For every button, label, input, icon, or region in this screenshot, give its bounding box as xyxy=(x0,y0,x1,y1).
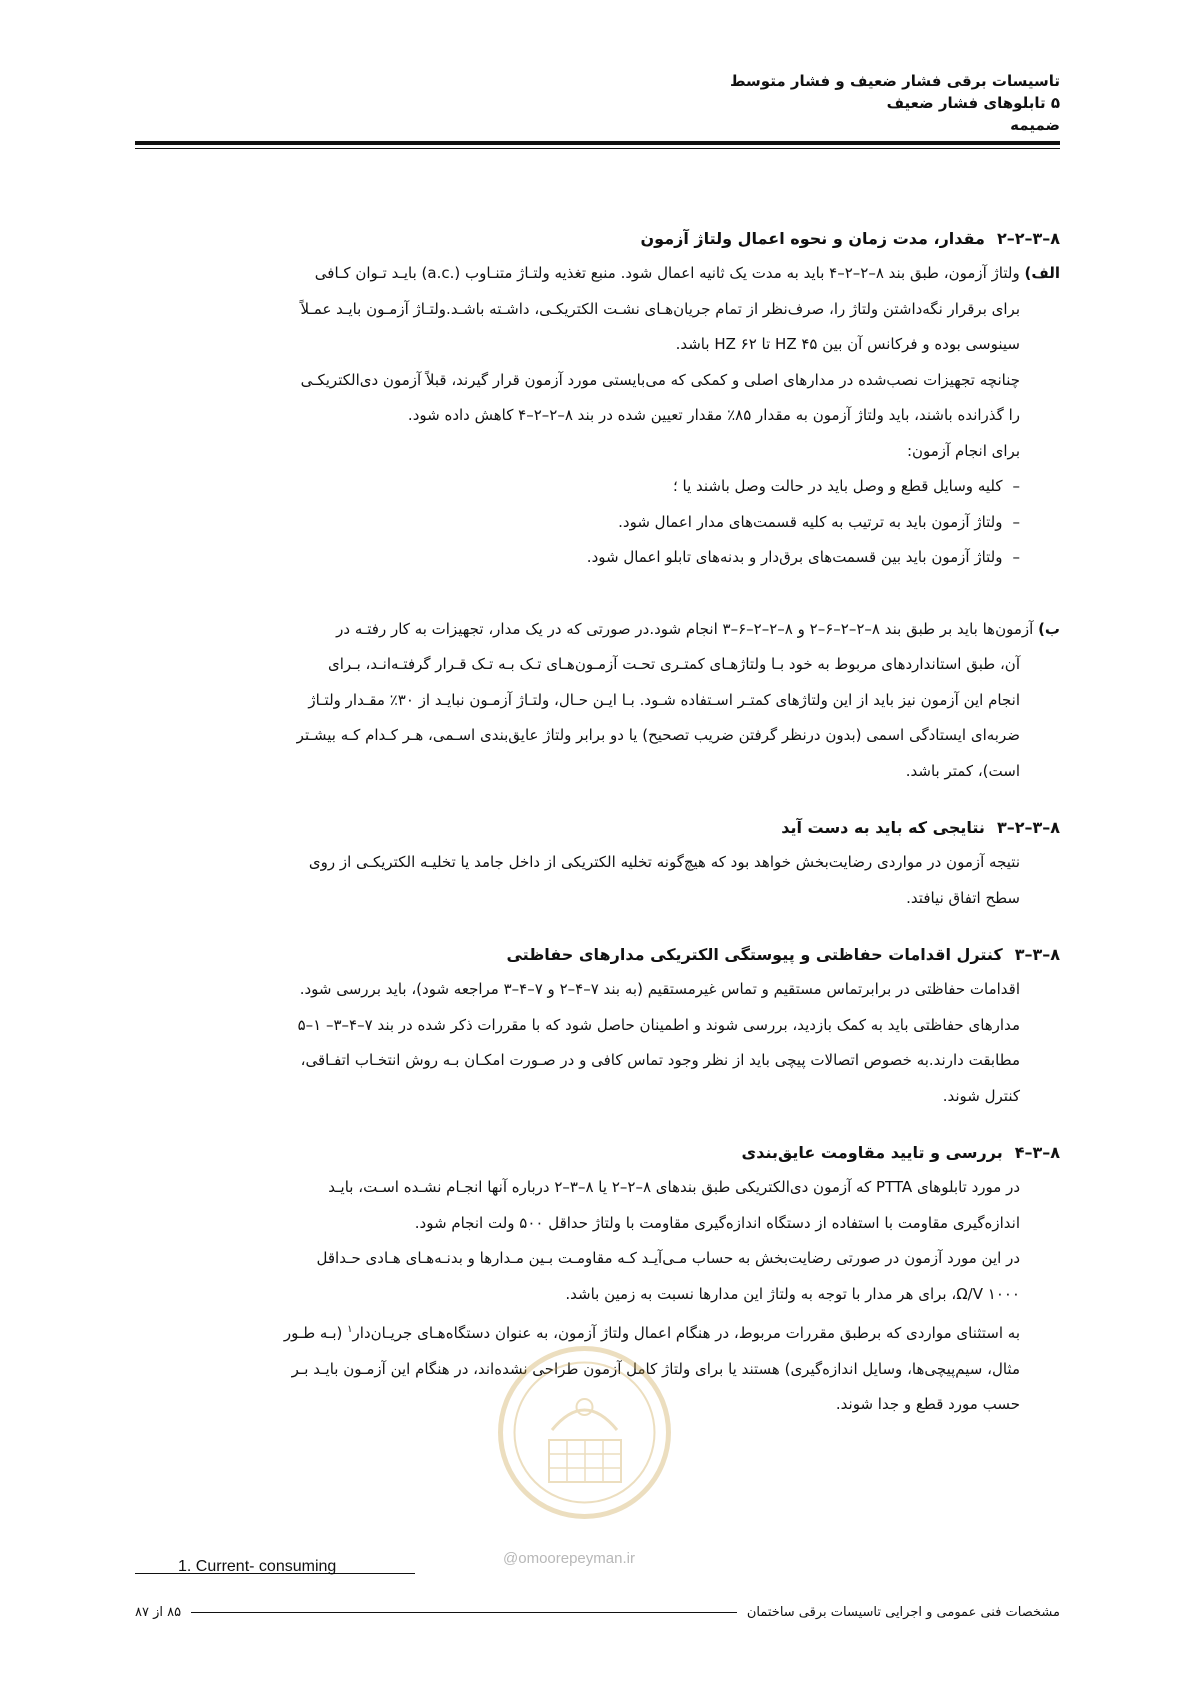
text-line: مطابقت دارند.به خصوص اتصالات پیچی باید از نظر وجود تماس کافی و در صـورت امکـان بـه روش انتخـاب اتفـاقی، xyxy=(300,1051,1020,1069)
header-line-3: ضمیمه xyxy=(1010,116,1060,134)
text-line: انجام این آزمون نیز باید از این ولتاژهای کمتـر اسـتفاده شـود. بـا ایـن حـال، ولتـاژ آزمـون نبایـد از ۳۰٪ مقـدار ولتـاژ xyxy=(308,690,1020,709)
text-segment: به استثنای مواردی که برطبق مقررات مربوط، در هنگام اعمال ولتاژ آزمون، به عنوان دستگاه‌هـای جریـان‌دار xyxy=(352,1324,1020,1342)
page-number: ۸۵ از ۸۷ xyxy=(135,1605,182,1620)
text-line: سطح اتفاق نیافتد. xyxy=(906,888,1020,907)
section-heading xyxy=(135,938,1060,972)
list-item-text: کلیه وسایل قطع و وصل باید در حالت وصل باشند یا ؛ xyxy=(672,477,1003,495)
text-line: در مورد تابلوهای PTTA که آزمون دی‌الکتریکی طبق بندهای ۸–۲–۲ یا ۸–۳–۲ درباره آنها انجـام نشـده اسـت، بایـد xyxy=(328,1178,1020,1196)
dash-bullet: – xyxy=(1012,512,1020,531)
section-number: ۸–۳–۳ xyxy=(1014,945,1060,964)
text-line: اقدامات حفاظتی در برابرتماس مستقیم و تماس غیرمستقیم (به بند ۷–۴–۲ و ۷–۴–۳ مراجعه شود)، باید بررسی شود. xyxy=(299,980,1020,998)
section-heading xyxy=(135,811,1060,845)
paragraph xyxy=(135,972,1060,1114)
page-content xyxy=(135,222,1060,1423)
text-line: حسب مورد قطع و جدا شوند. xyxy=(835,1395,1020,1413)
section-heading xyxy=(135,1136,1060,1170)
text-line: نتیجه آزمون در مواردی رضایت‌بخش خواهد بود که هیچ‌گونه تخلیه الکتریکی از داخل جامد یا تخلیـه الکتریکـی از روی xyxy=(308,853,1020,871)
section-number: ۸–۳–۲–۳ xyxy=(996,818,1060,837)
text-line: ولتاژ آزمون، طبق بند ۸–۲–۲–۴ باید به مدت یک ثانیه اعمال شود. منبع تغذیه ولتـاژ متنـاوب (.a.c) بایـد تـوان کـافی xyxy=(314,264,1020,282)
page-header xyxy=(730,70,1060,136)
list-item-text: ولتاژ آزمون باید بین قسمت‌های برق‌دار و بدنه‌های تابلو اعمال شود. xyxy=(586,548,1003,566)
text-line: ضربه‌ای ایستادگی اسمی (بدون درنظر گرفتن ضریب تصحیح) یا دو برابر ولتاژ عایق‌بندی اسـمی، هـر کـدام کـه بیشـتر xyxy=(296,726,1020,744)
header-line-2: ۵ تابلوهای فشار ضعیف xyxy=(886,94,1060,112)
paragraph-b xyxy=(135,612,1060,790)
section-title: مقدار، مدت زمان و نحوه اعمال ولتاژ آزمون xyxy=(640,229,985,248)
section-8-3-2-2 xyxy=(135,222,1060,789)
list-item-text: ولتاژ آزمون باید به ترتیب به کلیه قسمت‌های مدار اعمال شود. xyxy=(618,512,1003,531)
text-line: آن، طبق استانداردهای مربوط به خود بـا ولتاژهـای کمتـری تحـت آزمـون‌هـای تـک بـه تـک قـرار گرفتـه‌انـد، بـرای xyxy=(328,655,1020,673)
footer-rule xyxy=(191,1612,737,1613)
section-title: نتایجی که باید به دست آید xyxy=(781,818,985,837)
text-line: سینوسی بوده و فرکانس آن بین HZ ۴۵ تا HZ ۶۲ باشد. xyxy=(675,335,1020,353)
page-footer xyxy=(135,1605,1060,1620)
footnote: 1. Current- consuming xyxy=(178,1558,337,1575)
footnote-mark: ۱ xyxy=(347,1324,353,1335)
header-rule-thin xyxy=(135,148,1060,149)
section-8-3-2-3 xyxy=(135,811,1060,916)
header-rule-thick xyxy=(135,141,1060,145)
section-number: ۸–۳–۲–۲ xyxy=(996,229,1060,248)
text-line: چنانچه تجهیزات نصب‌شده در مدارهای اصلی و کمکی که می‌بایستی مورد آزمون قرار گیرند، قبلاً آزمون دی‌الکتریکـی xyxy=(300,370,1020,389)
text-line: Ω/V ۱۰۰۰، برای هر مدار با توجه به ولتاژ این مدارها نسبت به زمین باشد. xyxy=(565,1284,1020,1303)
section-8-3-3 xyxy=(135,938,1060,1114)
paragraph xyxy=(135,845,1060,916)
list-item xyxy=(135,469,1060,505)
item-label-a: الف) xyxy=(1024,264,1060,282)
text-line: را گذرانده باشند، باید ولتاژ آزمون به مقدار ۸۵٪ مقدار تعیین شده در بند ۸–۲–۲–۴ کاهش داده شود. xyxy=(407,406,1020,424)
paragraph-a xyxy=(135,256,1060,469)
text-line: مثال، سیم‌پیچی‌ها، وسایل اندازه‌گیری) هستند یا برای ولتاژ کامل آزمون طراحی نشده‌اند، در هنگام این آزمـون بایـد بـر xyxy=(291,1359,1020,1378)
section-number: ۸–۳–۴ xyxy=(1014,1143,1060,1162)
item-label-b: ب) xyxy=(1038,619,1060,638)
text-line: برای برقرار نگه‌داشتن ولتاژ را، صرف‌نظر از تمام جریان‌هـای نشـت الکتریکـی، داشـته باشـد.ولتـاژ آزمـون بایـد عمـلاً xyxy=(300,299,1020,318)
text-line: کنترل شوند. xyxy=(942,1086,1020,1105)
text-line: اندازه‌گیری مقاومت با استفاده از دستگاه اندازه‌گیری مقاومت با ولتاژ حداقل ۵۰۰ ولت انجام شود. xyxy=(414,1213,1020,1232)
text-segment: (بـه طـور xyxy=(283,1324,348,1342)
watermark-url: @omoorepeyman.ir xyxy=(503,1550,635,1567)
text-line: است)، کمتر باشد. xyxy=(905,761,1020,780)
text-line: مدارهای حفاظتی باید به کمک بازدید، بررسی شوند و اطمینان حاصل شود که با مقررات ذکر شده در بند ۷–۴–۳– ۱–۵ xyxy=(297,1015,1020,1034)
footer-title: مشخصات فنی عمومی و اجرایی تاسیسات برقی ساختمان xyxy=(746,1605,1060,1620)
section-title: بررسی و تایید مقاومت عایق‌بندی xyxy=(741,1143,1003,1162)
text-line: برای انجام آزمون: xyxy=(906,441,1020,460)
dash-bullet: – xyxy=(1012,477,1020,495)
header-line-1: تاسیسات برقی فشار ضعیف و فشار متوسط xyxy=(729,72,1060,90)
text-line: آزمون‌ها باید بر طبق بند ۸–۲–۲–۶–۲ و ۸–۲–۲–۶–۳ انجام شود.در صورتی که در یک مدار، تجهیزات به کار رفتـه در xyxy=(336,619,1034,638)
text-line: در این مورد آزمون در صورتی رضایت‌بخش به حساب مـی‌آیـد کـه مقاومـت بـین مـدارها و بدنـه‌هـای هـادی حـداقل xyxy=(316,1249,1020,1267)
watermark-seal-icon xyxy=(497,1345,672,1520)
list-item xyxy=(135,540,1060,576)
section-heading xyxy=(135,222,1060,256)
list-item xyxy=(135,505,1060,541)
dash-bullet: – xyxy=(1012,548,1020,566)
section-title: کنترل اقدامات حفاظتی و پیوستگی الکتریکی مدارهای حفاظتی xyxy=(506,945,1003,964)
